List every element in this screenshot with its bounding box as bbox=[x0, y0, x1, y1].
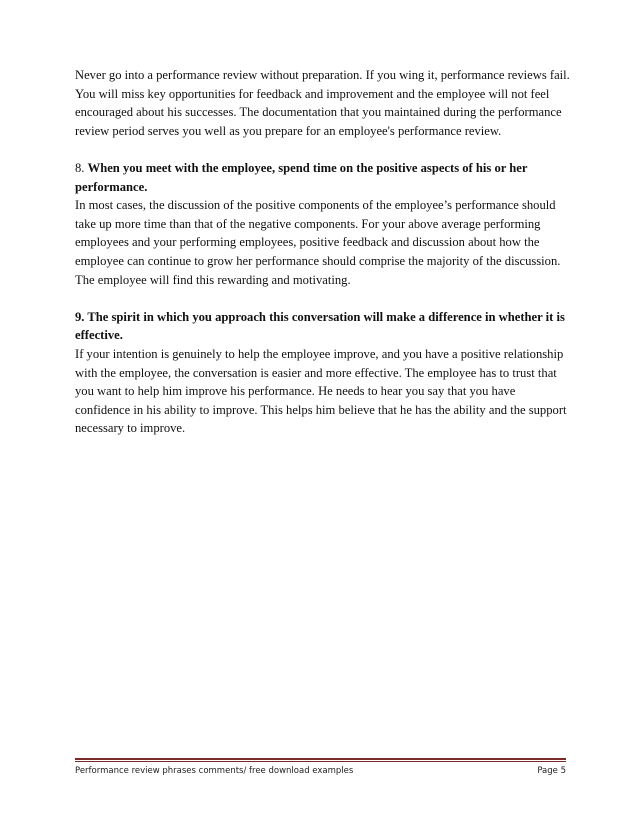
section-9-body: If your intention is genuinely to help the employee improve, and you have a positive relationship with the employee, the conversation is easier and more effective. The employee has to trust that you want to help him improve his performance. He needs to hear you say that you have confidence in his ability to improve. This helps him believe that he has the ability and the support necessary to improve. bbox=[75, 346, 567, 436]
section-9-heading-text: 9. The spirit in which you approach this conversation will make a difference in whether it is effective. bbox=[75, 309, 565, 343]
section-8-heading bbox=[75, 159, 570, 196]
page-content bbox=[75, 66, 570, 456]
footer-divider bbox=[75, 758, 566, 760]
section-8-body: In most cases, the discussion of the positive components of the employee’s performance should take up more time than that of the negative components. For your above average performing employees and your performing employees, positive feedback and discussion about how the employee can continue to grow her performance should comprise the majority of the discussion. The employee will find this rewarding and motivating. bbox=[75, 198, 561, 287]
page-number: Page 5 bbox=[537, 766, 566, 776]
intro-paragraph: Never go into a performance review without preparation. If you wing it, performance reviews fail. You will miss key opportunities for feedback and improvement and the employee will not feel encouraged about his successes. The documentation that you maintained during the performance review period serves you well as you prepare for an employee's performance review. bbox=[75, 68, 570, 138]
footer-divider-thin bbox=[75, 761, 566, 762]
section-8-heading-text: When you meet with the employee, spend time on the positive aspects of his or her performance. bbox=[75, 160, 528, 194]
section-8-number: 8. bbox=[75, 160, 85, 175]
section-9-heading bbox=[75, 308, 570, 345]
footer-title: Performance review phrases comments/ free download examples bbox=[75, 766, 354, 776]
